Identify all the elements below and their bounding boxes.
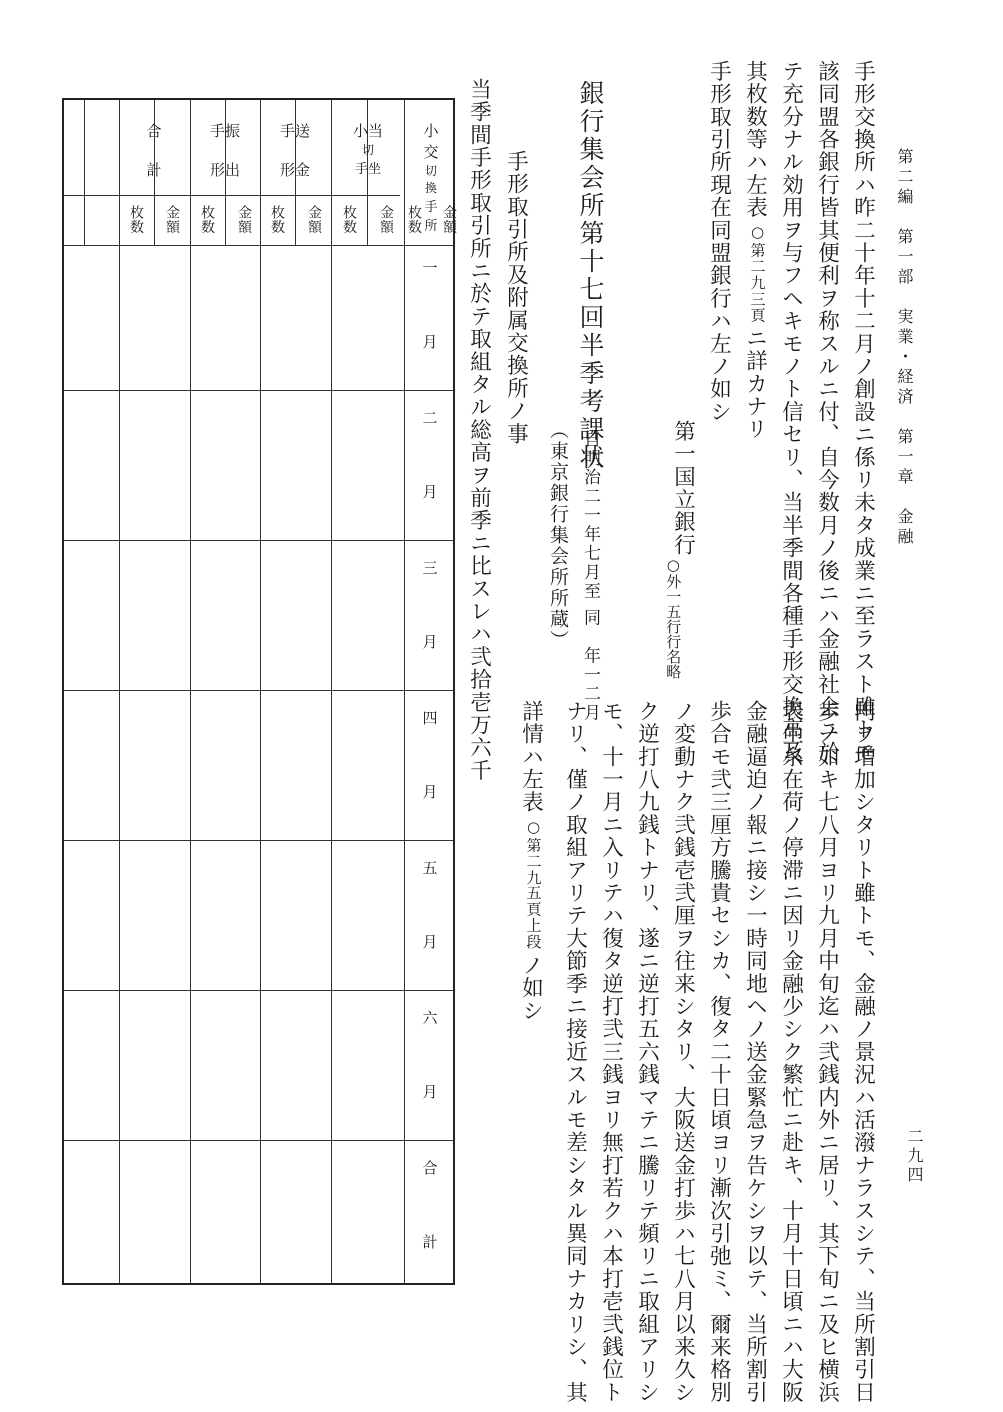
- sub-header-count: 枚数: [269, 205, 285, 234]
- sub-header-amount: 金額: [236, 205, 252, 234]
- text-line: ク逆打八九銭トナリ、遂ニ逆打五六銭マテニ騰リテ頻リニ取組アリシ: [634, 700, 660, 1404]
- month-label: 四 月: [420, 710, 439, 821]
- period-bracket: [578, 430, 603, 722]
- note-line: ○第二: [748, 222, 767, 275]
- text-line: 手形取引所現在同盟銀行ハ左ノ如シ: [706, 60, 732, 424]
- sub-header-amount: 金額: [164, 205, 180, 234]
- text-line: 歩ノ如キ七八月ヨリ九月中旬迄ハ弐銭内外ニ居リ、其下旬ニ及ヒ横浜: [814, 700, 840, 1404]
- source-note: （東京銀行集会所所蔵）: [547, 420, 569, 651]
- text-fragment: 詳情ハ左表: [518, 700, 544, 814]
- cat-header-remit: 手送 形金: [279, 122, 311, 179]
- month-label: 五 月: [420, 860, 439, 971]
- period-line: 至 同 年一二月: [580, 582, 600, 723]
- period-line: 自明治二一年七月: [580, 430, 600, 582]
- note-line: 五頁上段: [524, 885, 543, 951]
- section-heading: 手形取引所及附属交換所ノ事: [503, 150, 529, 446]
- sub-header-count: 枚数: [128, 205, 144, 234]
- text-fragment: ニ詳カナリ: [742, 327, 768, 441]
- sub-header-amount: 金額: [306, 205, 322, 234]
- note-line: ○第二九: [524, 817, 543, 886]
- text-line: 円ヲ増加シタリト雖トモ、金融ノ景況ハ活潑ナラスシテ、当所割引日: [850, 700, 876, 1404]
- month-label: 二 月: [420, 410, 439, 521]
- text-line: ノ変動ナク弐銭壱弐厘ヲ往来シタリ、大阪送金打歩ハ七八月以来久シ: [670, 700, 696, 1404]
- inline-note: [520, 818, 542, 951]
- bank-name: 第一国立銀行: [670, 420, 696, 557]
- cat-header-exchange: 小交 切換 手所: [423, 122, 439, 234]
- exchange-table: [62, 98, 455, 1285]
- cat-header-total: 合 計: [146, 122, 162, 179]
- sub-header-amount: 金額: [441, 205, 457, 234]
- text-line: 該同盟各銀行皆其便利ヲ称スルニ付、自今数月ノ後ニハ金融社会ニ於: [814, 60, 840, 764]
- note-line: 九三頁: [748, 274, 767, 324]
- note-line: ○外一五: [664, 556, 683, 619]
- document-title: 銀行集会所第十七回半季考課状: [576, 80, 605, 472]
- cat-header-draft: 手振 形出: [209, 122, 241, 179]
- text-line-with-note: [520, 700, 542, 1022]
- text-line-with-note: [744, 60, 766, 441]
- text-line: 表生糸在荷ノ停滞ニ因リ金融少シク繁忙ニ赴キ、十月十日頃ニハ大阪: [778, 700, 804, 1404]
- text-fragment: 其枚数等ハ左表: [742, 60, 768, 219]
- bank-note: [664, 556, 681, 679]
- month-label: 一 月: [420, 260, 439, 371]
- sub-header-count: 枚数: [341, 205, 357, 234]
- month-label: 三 月: [420, 560, 439, 671]
- sub-header-count: 枚数: [199, 205, 215, 234]
- text-line: 金融逼迫ノ報ニ接シ一時同地ヘノ送金緊急ヲ告ケシヲ以テ、当所割引: [742, 700, 768, 1404]
- sub-header-count: 枚数: [406, 205, 422, 234]
- text-fragment: ノ如シ: [518, 954, 544, 1023]
- text-line: 手形交換所ハ昨二十年十二月ノ創設ニ係リ未タ成業ニ至ラスト雖トモ: [850, 60, 876, 764]
- text-line: テ充分ナル効用ヲ与フヘキモノト信セリ、当半季間各種手形交換高及: [778, 60, 804, 764]
- month-label: 合 計: [420, 1160, 439, 1271]
- note-line: 行行名略: [664, 619, 683, 679]
- inline-note: [744, 223, 766, 323]
- text-line: 当季間手形取引所ニ於テ取組タル総高ヲ前季ニ比スレハ弐拾壱万六千: [466, 78, 492, 782]
- text-line: モ、十一月ニ入リテハ復タ逆打弐三銭ヨリ無打若クハ本打壱弐銭位ト: [598, 700, 624, 1404]
- text-line: ナリ、僅ノ取組アリテ大節季ニ接近スルモ差シタル異同ナカリシ、其: [562, 700, 588, 1404]
- text-line: 歩合モ弐三厘方騰貴セシカ、復タ二十日頃ヨリ漸次引弛ミ、爾来格別: [706, 700, 732, 1404]
- page-number: 二九四: [905, 1128, 924, 1185]
- sub-header-amount: 金額: [378, 205, 394, 234]
- month-label: 六 月: [420, 1010, 439, 1121]
- cat-header-current: 小当 切 手坐: [352, 122, 384, 177]
- running-header: 第二編 第一部 実業・経済 第一章 金融: [895, 148, 914, 548]
